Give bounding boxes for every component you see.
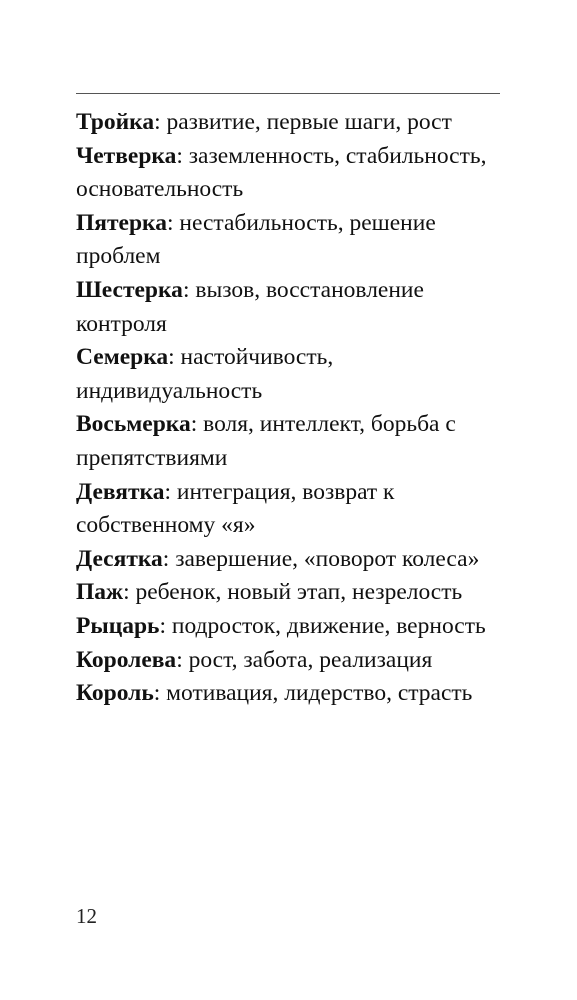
entry-shesterka bbox=[76, 274, 516, 341]
entry-koroleva bbox=[76, 644, 516, 678]
entry-separator: : bbox=[190, 411, 204, 438]
entry-meaning: воля, интеллект, борьба с препятствиями bbox=[76, 411, 456, 471]
entry-term: Паж bbox=[76, 579, 124, 606]
entry-separator: : bbox=[176, 142, 189, 169]
entry-meaning: заземленность, стабильность, основательность bbox=[76, 142, 487, 203]
entry-separator: : bbox=[159, 612, 172, 639]
entry-troika bbox=[76, 106, 516, 140]
entry-meaning: нестабильность, решение проблем bbox=[76, 209, 436, 270]
entry-separator: : bbox=[153, 680, 167, 707]
entry-separator: : bbox=[168, 344, 181, 371]
entry-separator: : bbox=[162, 545, 176, 572]
entry-separator: : bbox=[182, 276, 196, 303]
entry-separator: : bbox=[154, 109, 167, 135]
entry-term: Королева bbox=[76, 646, 177, 673]
entry-chetverka bbox=[76, 140, 516, 207]
entry-term: Семерка bbox=[76, 344, 169, 371]
entry-separator: : bbox=[123, 579, 136, 606]
entry-separator: : bbox=[164, 478, 177, 505]
entry-term: Рыцарь bbox=[76, 612, 160, 639]
entry-semerka bbox=[76, 341, 516, 408]
entry-meaning: завершение, «поворот колеса» bbox=[175, 545, 480, 572]
entry-term: Девятка bbox=[76, 478, 165, 505]
entry-pyaterka bbox=[76, 207, 516, 274]
entry-term: Десятка bbox=[76, 545, 163, 572]
entry-devyatka bbox=[76, 476, 516, 543]
entry-pazh bbox=[76, 576, 516, 610]
entry-meaning: мотивация, лидерство, страсть bbox=[166, 680, 473, 707]
entry-term: Король bbox=[76, 680, 154, 707]
entry-term: Тройка bbox=[76, 109, 155, 135]
header-rule bbox=[76, 93, 500, 94]
entry-term: Шестерка bbox=[76, 276, 183, 303]
entry-korol bbox=[76, 677, 516, 711]
entry-term: Пятерка bbox=[76, 209, 167, 236]
entry-separator: : bbox=[166, 209, 180, 236]
entry-term: Восьмерка bbox=[76, 411, 191, 438]
entry-meaning: интеграция, возврат к собственному «я» bbox=[76, 478, 395, 539]
entry-term: Четверка bbox=[76, 142, 177, 169]
card-meanings-list bbox=[76, 106, 516, 711]
entry-separator: : bbox=[176, 646, 189, 673]
entry-meaning: вызов, восстановление контроля bbox=[76, 276, 424, 337]
entry-meaning: ребенок, новый этап, незрелость bbox=[135, 579, 463, 606]
entry-desyatka bbox=[76, 543, 516, 577]
entry-meaning: развитие, первые шаги, рост bbox=[166, 109, 452, 135]
entry-meaning: настойчивость, индивидуальность bbox=[76, 344, 334, 404]
entry-vosmerka bbox=[76, 408, 516, 475]
entry-rytsar bbox=[76, 610, 516, 644]
entry-meaning: рост, забота, реализация bbox=[188, 646, 433, 673]
page-number: 12 bbox=[76, 904, 97, 928]
entry-meaning: подросток, движение, верность bbox=[171, 612, 486, 639]
